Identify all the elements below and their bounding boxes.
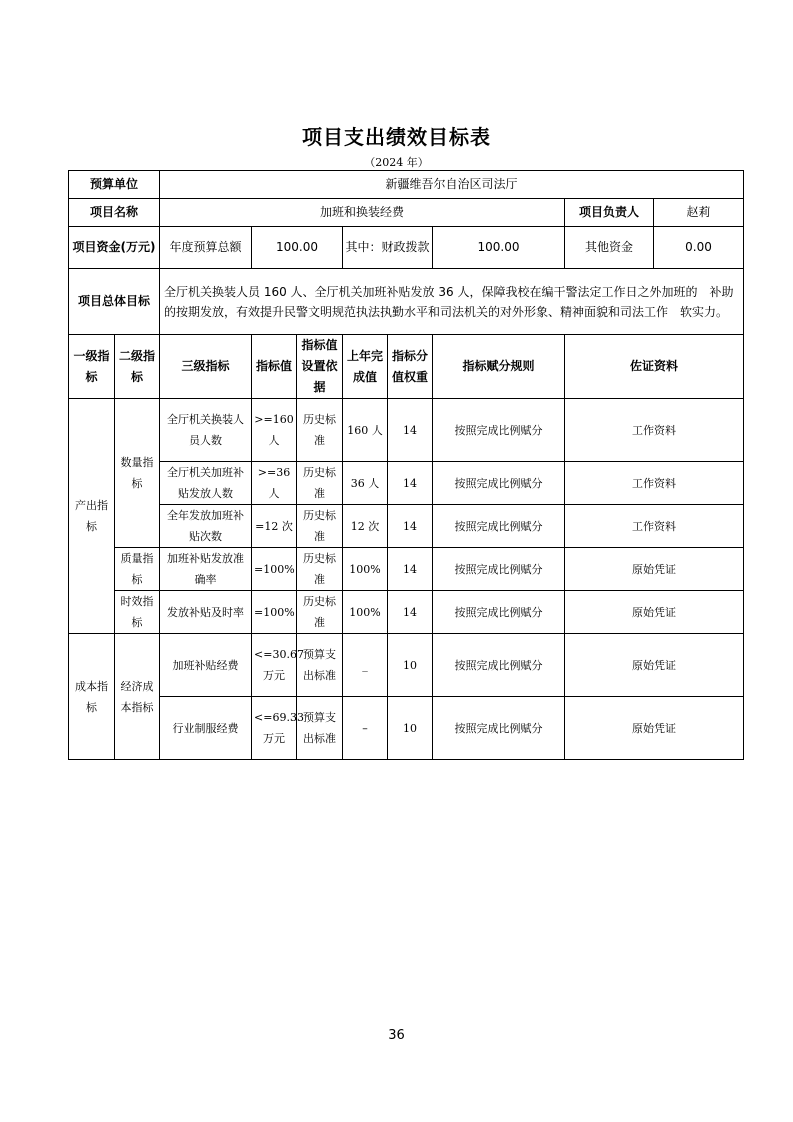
leader-value: 赵莉 xyxy=(654,199,744,227)
indicator-weight: 10 xyxy=(388,634,433,697)
indicator-name: 全厅机关加班补贴发放人数 xyxy=(160,462,252,505)
indicator-name: 发放补贴及时率 xyxy=(160,591,252,634)
indicator-evidence: 工作资料 xyxy=(565,505,744,548)
header-value: 指标值 xyxy=(252,335,297,399)
project-name-label: 项目名称 xyxy=(69,199,160,227)
indicator-value: =12 次 xyxy=(252,505,297,548)
header-basis: 指标值设置依据 xyxy=(297,335,343,399)
other-funds-value: 0.00 xyxy=(654,227,744,269)
table-row xyxy=(69,591,744,634)
indicator-rule: 按照完成比例赋分 xyxy=(433,634,565,697)
project-name-value: 加班和换装经费 xyxy=(160,199,565,227)
indicator-weight: 10 xyxy=(388,697,433,760)
annual-budget-label: 年度预算总额 xyxy=(160,227,252,269)
table-row xyxy=(69,548,744,591)
quantity-indicator-group: 数量指标 xyxy=(115,399,160,548)
output-indicator-group: 产出指标 xyxy=(69,399,115,634)
indicator-basis: 历史标准 xyxy=(297,591,343,634)
economic-cost-indicator-group: 经济成本指标 xyxy=(115,634,160,760)
overall-goal-text: 全厅机关换装人员 160 人、全厅机关加班补贴发放 36 人，保障我校在编干警法定工作日之外加班的 补助的按期发放，有效提升民警文明规范执法执勤水平和司法机关的对外形象、精神面貌和司法工作 软实力。 xyxy=(160,269,744,335)
indicator-value: <=69.33万元 xyxy=(252,697,297,760)
indicator-evidence: 原始凭证 xyxy=(565,634,744,697)
timeliness-indicator-group: 时效指标 xyxy=(115,591,160,634)
indicator-name: 行业制服经费 xyxy=(160,697,252,760)
unit-value: 新疆维吾尔自治区司法厅 xyxy=(160,171,744,199)
indicator-basis: 预算支出标准 xyxy=(297,697,343,760)
header-level1: 一级指标 xyxy=(69,335,115,399)
table-row xyxy=(69,505,744,548)
other-funds-label: 其他资金 xyxy=(565,227,654,269)
table-row xyxy=(69,697,744,760)
funds-label: 项目资金(万元) xyxy=(69,227,160,269)
header-row xyxy=(69,335,744,399)
annual-budget-value: 100.00 xyxy=(252,227,343,269)
indicator-last-year: 100% xyxy=(343,591,388,634)
indicator-evidence: 工作资料 xyxy=(565,399,744,462)
indicator-basis: 历史标准 xyxy=(297,399,343,462)
table-row xyxy=(69,634,744,697)
year-label: （2024 年） xyxy=(364,156,429,169)
indicator-value: =100% xyxy=(252,548,297,591)
funds-row xyxy=(69,227,744,269)
indicator-name: 全年发放加班补贴次数 xyxy=(160,505,252,548)
indicator-weight: 14 xyxy=(388,462,433,505)
header-last-year: 上年完成值 xyxy=(343,335,388,399)
indicator-last-year: 12 次 xyxy=(343,505,388,548)
performance-table xyxy=(68,170,744,760)
indicator-evidence: 原始凭证 xyxy=(565,697,744,760)
indicator-last-year: – xyxy=(343,697,388,760)
indicator-evidence: 原始凭证 xyxy=(565,591,744,634)
indicator-name: 全厅机关换装人员人数 xyxy=(160,399,252,462)
indicator-last-year: 100% xyxy=(343,548,388,591)
indicator-rule: 按照完成比例赋分 xyxy=(433,591,565,634)
header-level2: 二级指标 xyxy=(115,335,160,399)
indicator-value: >=36人 xyxy=(252,462,297,505)
indicator-basis: 历史标准 xyxy=(297,505,343,548)
table-row xyxy=(69,462,744,505)
leader-label: 项目负责人 xyxy=(565,199,654,227)
header-weight: 指标分值权重 xyxy=(388,335,433,399)
indicator-value: <=30.67万元 xyxy=(252,634,297,697)
indicator-value: >=160人 xyxy=(252,399,297,462)
fiscal-allocation-value: 100.00 xyxy=(433,227,565,269)
indicator-basis: 预算支出标准 xyxy=(297,634,343,697)
indicator-evidence: 原始凭证 xyxy=(565,548,744,591)
fiscal-allocation-label: 其中：财政拨款 xyxy=(343,227,433,269)
indicator-weight: 14 xyxy=(388,505,433,548)
page-number: 36 xyxy=(388,1028,405,1043)
indicator-weight: 14 xyxy=(388,591,433,634)
header-level3: 三级指标 xyxy=(160,335,252,399)
header-rule: 指标赋分规则 xyxy=(433,335,565,399)
cost-indicator-group: 成本指标 xyxy=(69,634,115,760)
indicator-last-year: _ xyxy=(343,634,388,697)
indicator-last-year: 160 人 xyxy=(343,399,388,462)
indicator-rule: 按照完成比例赋分 xyxy=(433,399,565,462)
table-row xyxy=(69,399,744,462)
indicator-value: =100% xyxy=(252,591,297,634)
page-title: 项目支出绩效目标表 xyxy=(302,125,491,149)
indicator-rule: 按照完成比例赋分 xyxy=(433,462,565,505)
indicator-evidence: 工作资料 xyxy=(565,462,744,505)
indicator-rule: 按照完成比例赋分 xyxy=(433,548,565,591)
indicator-name: 加班补贴经费 xyxy=(160,634,252,697)
project-name-row xyxy=(69,199,744,227)
header-evidence: 佐证资料 xyxy=(565,335,744,399)
indicator-rule: 按照完成比例赋分 xyxy=(433,505,565,548)
indicator-weight: 14 xyxy=(388,548,433,591)
unit-label: 预算单位 xyxy=(69,171,160,199)
overall-goal-label: 项目总体目标 xyxy=(69,269,160,335)
indicator-name: 加班补贴发放准确率 xyxy=(160,548,252,591)
quality-indicator-group: 质量指标 xyxy=(115,548,160,591)
unit-row xyxy=(69,171,744,199)
indicator-weight: 14 xyxy=(388,399,433,462)
indicator-rule: 按照完成比例赋分 xyxy=(433,697,565,760)
indicator-basis: 历史标准 xyxy=(297,548,343,591)
indicator-last-year: 36 人 xyxy=(343,462,388,505)
overall-goal-row xyxy=(69,269,744,335)
indicator-basis: 历史标准 xyxy=(297,462,343,505)
